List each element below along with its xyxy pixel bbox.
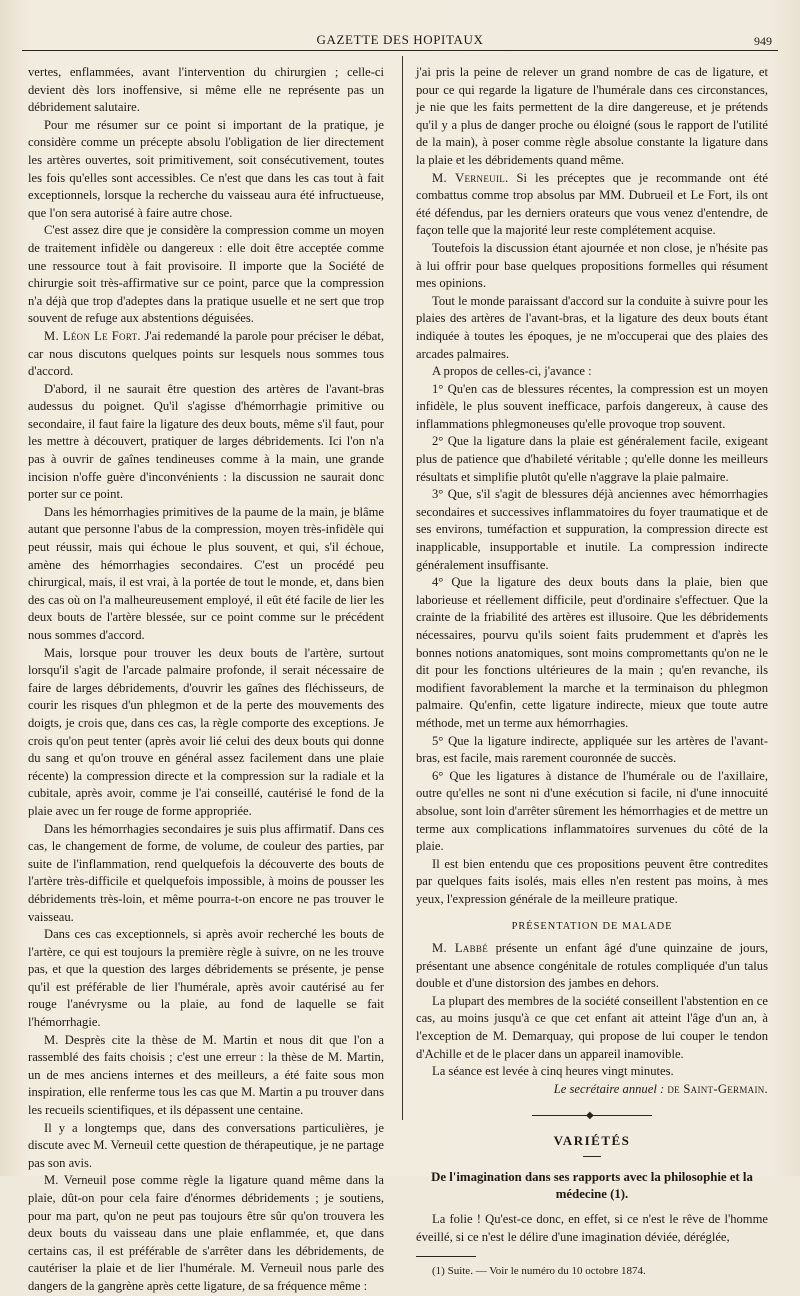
speaker-name: M. Léon Le Fort.: [44, 328, 141, 343]
article-title: De l'imagination dans ses rapports avec la philosophie et la médecine (1).: [431, 1170, 753, 1202]
ornament-divider: [532, 1110, 652, 1122]
list-item: 5° Que la ligature indirecte, appliquée sur les artères de l'avant-bras, est facile, mais rarement couronnée de succès.: [416, 733, 768, 766]
list-item: 1° Qu'en cas de blessures récentes, la compression est un moyen infidèle, le plus souvent inefficace, parfois dangereux, à cause des inflammations phlegmoneuses qu'elle provoque trop souvent.: [416, 381, 768, 431]
short-rule: [583, 1156, 601, 1157]
paragraph: Mais, lorsque pour trouver les deux bouts de l'artère, surtout lorsqu'il s'agit de l'arcade palmaire profonde, il serait nécessaire de faire de larges débridements, d'ouvrir les gaînes des fléchisseurs, de courir les risques d'un phlegmon et de la perte des mouvements des doigts, je crois que, dans ces cas, la règle comporte des exceptions. Je crois qu'on peut tenter (après avoir lié celui des deux bouts qui donne du sang et qu'on trouve en général assez facilement dans une plaie récente) la compression directe et la compression sur la radiale et la cubitale, après avoir, comme je l'ai conseillé, cautérisé le fond de la plaie avec un fer rouge de forme appropriée.: [28, 645, 384, 818]
paragraph: M. Verneuil pose comme règle la ligature quand même dans la plaie, dût-on pour cela faire d'énormes débridements ; je soutiens, pour ma part, qu'on ne peut pas toujours être sûr qu'on trouvera les deux bouts du vaisseau dans une plaie enflammée, et, que dans certains cas, il est préférable de s'arrêter dans les débridements, de cautériser la plaie et de lier l'humérale. M. Verneuil nous parle des dangers de la gangrène après cette ligature, de sa fréquence même :: [28, 1173, 384, 1293]
footnote-rule: [416, 1256, 476, 1257]
footnote: (1) Suite. — Voir le numéro du 10 octobre 1874.: [432, 1265, 646, 1278]
paragraph: La plupart des membres de la société conseillent l'abstention en ce cas, au moins jusqu'à ce que cet enfant ait atteint l'âge d'un an, à l'exception de M. Demarquay, qui propose de lui couper le tendon d'Achille et de le placer dans un appareil inamovible.: [416, 993, 768, 1061]
section-title: VARIÉTÉS: [553, 1133, 631, 1149]
paragraph: [416, 940, 768, 993]
signature-name: de Saint-Germain.: [667, 1081, 768, 1096]
paragraph: A propos de celles-ci, j'avance :: [432, 364, 592, 379]
paragraph-text: Si les préceptes que je recommande ont été combattus comme trop absolus par MM. Dubrueil et Le Fort, ils ont été défendus, par les derniers orateurs que vous venez d'entendre, de façon telle que la majorité leur reste complétement acquise.: [416, 170, 768, 238]
section-heading: PRÉSENTATION DE MALADE: [511, 920, 673, 932]
paragraph: Tout le monde paraissant d'accord sur la conduite à suivre pour les plaies des artères de l'avant-bras, et la ligature des deux bouts étant indiquée à toutes les époques, je ne m'occuperai que des plaies des arcades palmaires.: [416, 293, 768, 361]
list-item: 4° Que la ligature des deux bouts dans la plaie, bien que laborieuse et réellement difficile, peut d'ordinaire s'effectuer. Que la crainte de la friabilité des artères est illusoire. Que les débridements nécessaires, pourvu qu'ils soient faits prudemment et d'après les bonnes notions anatomiques, sont moins compromettants qu'on ne le dit pour les fonctions ultérieures de la main ; qu'en revanche, ils modifient favorablement la marche et la terminaison du phlegmon palmaire. Qu'enfin, cette ligature indirecte, mieux que toute autre méthode, met un terme aux hémorrhagies.: [416, 575, 768, 730]
paragraph: Dans les hémorrhagies primitives de la paume de la main, je blâme autant que personne l'abus de la compression, moyen très-infidèle qui peut réussir, mais qui échoue le plus souvent, et qui, s'il échoue, amène des hémorrhagies secondaires. C'est un procédé peu chirurgical, mais, il est vrai, à la portée de tout le monde, et, dans bien des cas où on l'a malheureusement employé, il eût été facile de lier les deux bouts de l'artère blessée, sur ce point comme sur le précédent nous sommes d'accord.: [28, 504, 384, 642]
paragraph: La folie ! Qu'est-ce donc, en effet, si ce n'est le rêve de l'homme éveillé, si ce n'est le délire d'une imagination déviée, déréglée,: [416, 1212, 768, 1244]
paragraph: La séance est levée à cinq heures vingt minutes.: [432, 1064, 674, 1079]
paragraph: Dans ces cas exceptionnels, si après avoir recherché les bouts de l'artère, ce qui est toujours la première règle à suivre, on ne les trouve pas, et que la question des larges débridements se présente, je pense qu'il est préférable de lier l'humérale, après avoir cautérisé au fer rouge l'anévrysme ou la plaie, au fond de laquelle se fait l'hémorrhagie.: [28, 927, 384, 1030]
speaker-name: M. Verneuil.: [432, 170, 509, 185]
signature: [416, 1081, 768, 1099]
paragraph: j'ai pris la peine de relever un grand nombre de cas de ligature, et pour ce qui regarde la ligature de l'humérale dans ces circonstances, je nie que les faits permettent de la dire dangereuse, et je prétends qu'il y a plus de danger proche ou éloigné (sous le rapport de l'utilité de la main), à poser comme règle absolue constante la ligature dans la plaie et les débridements quand même.: [416, 65, 768, 167]
paragraph: Pour me résumer sur ce point si important de la pratique, je considère comme un précepte absolu l'obligation de lier directement les artères ouvertes, soit primitivement, soit consécutivement, toutes les fois qu'elles sont accessibles. Ce n'est que dans les cas tout à fait exceptionnels, lorsque la recherche du vaisseau aura été infructueuse, que l'on sera autorisé à faire autre chose.: [28, 117, 384, 220]
paragraph: Il y a longtemps que, dans des conversations particulières, je discute avec M. Verneuil cette question de thérapeutique, je ne partage pas son avis.: [28, 1120, 384, 1170]
page-number: 949: [754, 34, 772, 48]
newspaper-title: GAZETTE DES HOPITAUX: [316, 32, 484, 47]
list-item: 3° Que, s'il s'agit de blessures déjà anciennes avec hémorrhagies secondaires et successives inflammatoires du foyer traumatique et de ses environs, tuméfaction et suppuration, la compression directe est inapplicable, insupportable et inutile. La compression indirecte généralement insuffisante.: [416, 487, 768, 572]
page-header: [22, 30, 778, 51]
paragraph-text: J'ai redemandé la parole pour préciser le débat, car nous discutons quelques points sur lesquels nous sommes tous d'accord.: [28, 328, 384, 379]
speaker-name: M. Labbé: [432, 941, 489, 956]
paragraph: vertes, enflammées, avant l'intervention du chirurgien ; celle-ci devient dès lors inoffensive, si même elle ne représente pas un débridement salutaire.: [28, 65, 384, 115]
paragraph: Toutefois la discussion étant ajournée et non close, je n'hésite pas à lui offrir pour base quelques propositions formelles qui résument mes opinions.: [416, 240, 768, 291]
paragraph: [416, 170, 768, 240]
paragraph: Il est bien entendu que ces propositions peuvent être contredites par quelques faits isolés, mais elles n'en restent pas moins, à mes yeux, l'expression générale de la meilleure pratique.: [416, 856, 768, 906]
paragraph-text: présente un enfant âgé d'une quinzaine de jours, présentant une absence congénitale de rotules compliquée d'un talus double et d'une distorsion des jambes en dehors.: [416, 941, 768, 991]
list-item: 6° Que les ligatures à distance de l'humérale ou de l'axillaire, outre qu'elles ne sont ni d'une exécution si facile, ni d'une innocuité absolue, sont loin d'arrêter sûrement les hémorrhagies et de mettre un terme aux complications inflammatoires survenues du côté de la plaie.: [416, 768, 768, 854]
column-divider: [402, 56, 403, 1120]
left-column: [28, 64, 384, 1296]
paragraph: Dans les hémorrhagies secondaires je suis plus affirmatif. Dans ces cas, le changement de forme, de volume, de couleur des parties, par suite de l'inflammation, rend quelquefois la découverte des bouts de l'artère très-difficile et quelquefois impossible, à moins de pousser les débridements très-loin, et même pourra-t-on encore ne pas trouver le vaisseau.: [28, 821, 384, 924]
right-column: [416, 64, 768, 1281]
paragraph: [28, 328, 384, 381]
paragraph: M. Desprès cite la thèse de M. Martin et nous dit que l'on a rassemblé des faits choisis ; c'est une erreur : la thèse de M. Martin, un de mes anciens internes et des meilleurs, a été faite sous mon inspiration, elle renferme tous les cas que M. Martin a pu trouver dans les recueils scientifiques, et ils dépassent une centaine.: [28, 1032, 384, 1118]
paragraph: D'abord, il ne saurait être question des artères de l'avant-bras audessus du poignet. Qu'il s'agisse d'hémorrhagie primitive ou secondaire, il faut faire la ligature des deux bouts, même s'il faut, pour les mettre à découvert, pratiquer de larges débridements. Ici l'on n'a pas à ouvrir de gaînes tendineuses comme à la main, une grande incision n'offe guère d'inconvénients : la discussion ne saurait donc porter sur ce point.: [28, 381, 384, 502]
list-item: 2° Que la ligature dans la plaie est généralement facile, exigeant plus de patience que d'habileté véritable ; qu'elle donne les meilleurs résultats et simplifie plutôt qu'elle n'aggrave la plaie palmaire.: [416, 434, 768, 484]
signature-role: Le secrétaire annuel :: [553, 1081, 668, 1096]
paragraph: C'est assez dire que je considère la compression comme un moyen de traitement infidèle ou dangereux : elle doit être acceptée comme une ressource tout à fait provisoire. Il importe que la Société de chirurgie soit très-affirmative sur ce point, parce que la compression n'a déjà que trop d'adeptes dans la pratique usuelle et ne sert que trop souvent de refuge aux abstentions déguisées.: [28, 223, 384, 326]
